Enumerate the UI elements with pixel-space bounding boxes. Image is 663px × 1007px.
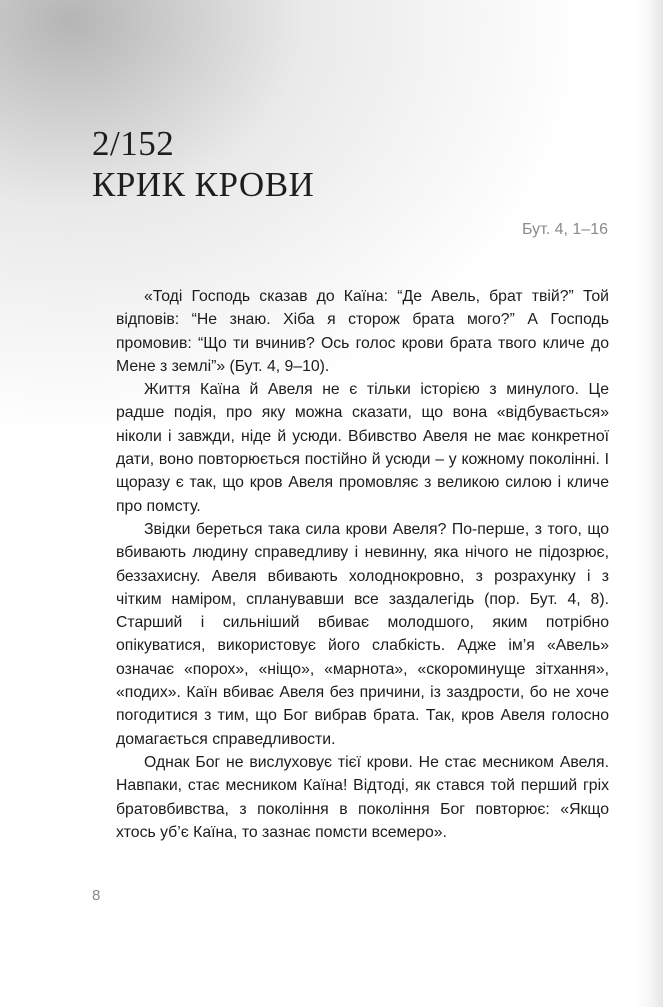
scripture-reference: Бут. 4, 1–16 [522,221,608,238]
paragraph-2: Життя Каїна й Авеля не є тільки історією з минулого. Це радше подія, про яку можна сказати, що вона «відбувається» ніколи і завжди, ніде й усюди. Вбивство Авеля не має конкретної дати, воно повторюється постійно й усюди – у кожному поколінні. І щоразу є так, що кров Авеля промовляє з великою силою і кличе про помсту. [116,381,609,515]
paragraph-1: «Тоді Господь сказав до Каїна: “Де Авель, брат твій?” Той відповів: “Не знаю. Хіба я сторож брата мого?” А Господь промовив: “Що ти вчинив? Ось голос крови брата твого кличе до Мене з землі”» (Бут. 4, 9–10). [116,288,609,375]
page-number: 8 [92,887,101,904]
body-text [116,285,609,844]
paragraph-4: Однак Бог не вислуховує тієї крови. Не стає месником Авеля. Навпаки, стає месником Каїна! Відтоді, як стався той перший гріх братовбивства, з покоління в покоління Бог повторює: «Якщо хтось уб’є Каїна, то зазнає помсти всемеро». [116,753,609,841]
paragraph-3: Звідки береться така сила крови Авеля? По-перше, з того, що вбивають людину справедливу і невинну, яка нічого не підозрює, беззахисну. Авеля вбивають холоднокровно, з розрахунку і з чітким наміром, спланувавши все заздалегідь (пор. Бут. 4, 8). Старший і сильніший вбиває молодшого, яким потрібно опікуватися, використовує його слабкість. Адже ім’я «Авель» означає «порох», «ніщо», «марнота», «скороминуще зітхання», «подих». Каїн вбиває Авеля без причини, із заздрости, бо не хоче погодитися з тим, що Бог вибрав брата. Так, кров Авеля голосно домагається справедливости. [116,520,609,748]
chapter-number: 2/152 [92,124,175,163]
chapter-title: КРИК КРОВИ [92,165,315,204]
